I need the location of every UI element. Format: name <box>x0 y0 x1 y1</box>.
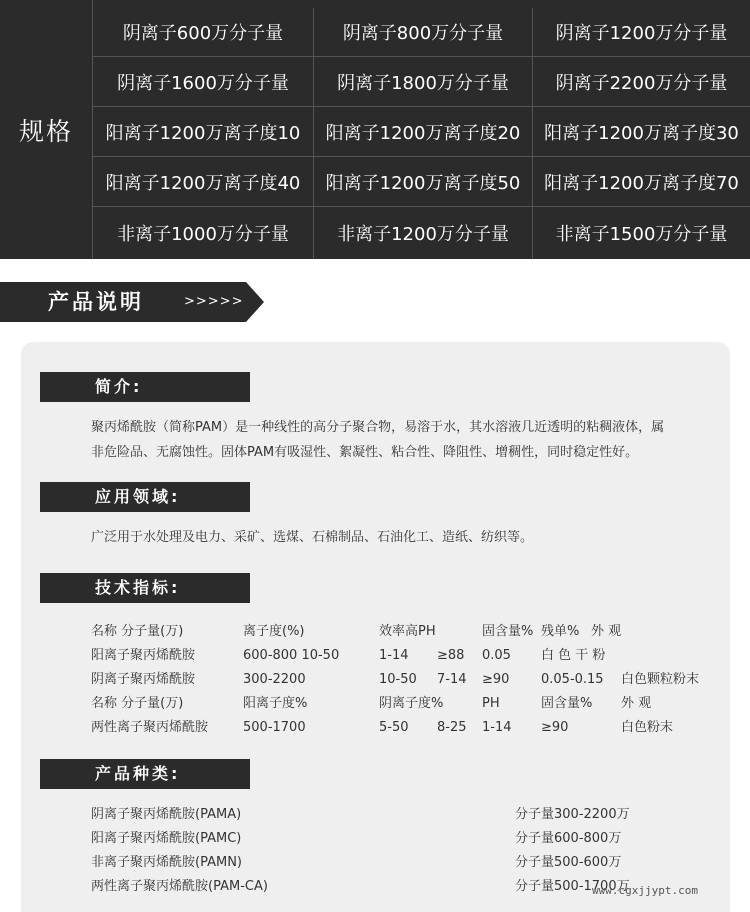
tech-cell: 阳离子度% <box>243 696 308 711</box>
banner-arrows: >>>>> <box>184 294 244 309</box>
spec-cell: 阳离子1200万离子度30 <box>544 122 739 144</box>
type-mw: 分子量500-1700万 <box>515 879 630 894</box>
spec-cell: 阴离子1600万分子量 <box>93 57 314 106</box>
tech-cell: 0.05-0.15 <box>541 672 604 687</box>
spec-row <box>93 8 750 56</box>
spec-cell: 非离子1000万分子量 <box>93 207 314 259</box>
type-mw: 分子量500-600万 <box>515 855 622 870</box>
spec-cell: 阳离子1200万离子度10 <box>93 107 314 156</box>
tech-cell: ≥88 <box>437 648 465 663</box>
tech-cell: 外 观 <box>621 696 652 711</box>
tech-cell: 白色颗粒粉末 <box>621 672 700 687</box>
product-description-banner <box>0 282 266 322</box>
tech-cell: 固含量% <box>482 624 534 639</box>
spec-row <box>93 207 750 259</box>
spec-table <box>0 0 750 259</box>
tech-cell: 1-14 <box>482 720 512 735</box>
tech-cell: 白色粉末 <box>621 720 674 735</box>
spec-cell: 阴离子1800万分子量 <box>314 57 533 106</box>
types-heading: 产品种类: <box>40 759 250 789</box>
type-name: 阳离子聚丙烯酰胺(PAMC) <box>91 831 242 846</box>
watermark: www.cgxjjypt.com <box>592 884 698 897</box>
tech-cell: 效率高PH <box>379 624 436 639</box>
intro-text <box>91 415 721 465</box>
spec-cell: 阴离子2200万分子量 <box>555 72 728 94</box>
tech-cell: 名称 分子量(万) <box>91 696 184 711</box>
tech-cell: 1-14 <box>379 648 409 663</box>
spec-cell: 阳离子1200万离子度40 <box>93 157 314 206</box>
tech-cell: 阴离子聚丙烯酰胺 <box>91 672 196 687</box>
type-name: 两性离子聚丙烯酰胺(PAM-CA) <box>91 879 268 894</box>
spec-cell: 阴离子1200万分子量 <box>555 23 728 44</box>
type-name: 非离子聚丙烯酰胺(PAMN) <box>91 855 242 870</box>
application-text: 广泛用于水处理及电力、采矿、选煤、石棉制品、石油化工、造纸、纺织等。 <box>91 530 534 545</box>
intro-line-1: 聚丙烯酰胺（简称PAM）是一种线性的高分子聚合物，易溶于水，其水溶液几近透明的粘稠液体，属 <box>91 420 665 435</box>
type-mw: 分子量300-2200万 <box>515 807 630 822</box>
tech-cell: 7-14 <box>437 672 467 687</box>
banner-title: 产品说明 <box>48 290 144 314</box>
type-mw: 分子量600-800万 <box>515 831 622 846</box>
tech-cell: 5-50 <box>379 720 409 735</box>
tech-cell: 0.05 <box>482 648 511 663</box>
tech-cell: PH <box>482 696 500 711</box>
tech-cell: 300-2200 <box>243 672 306 687</box>
spec-label: 规格 <box>18 116 73 146</box>
tech-cell: ≥90 <box>541 720 569 735</box>
tech-cell: 阳离子聚丙烯酰胺 <box>91 648 196 663</box>
spec-row <box>93 157 750 206</box>
spec-cell: 非离子1500万分子量 <box>555 224 728 245</box>
tech-heading: 技术指标: <box>40 573 250 603</box>
type-name: 阴离子聚丙烯酰胺(PAMA) <box>91 807 242 822</box>
tech-cell: 固含量% <box>541 696 593 711</box>
intro-line-2: 非危险品、无腐蚀性。固体PAM有吸湿性、絮凝性、粘合性、降阻性、增稠性，同时稳定性好。 <box>91 445 639 460</box>
tech-cell: 8-25 <box>437 720 467 735</box>
spec-row <box>93 57 750 106</box>
tech-cell: 10-50 <box>379 672 417 687</box>
spec-cell: 阴离子800万分子量 <box>314 8 533 56</box>
spec-cell: 阴离子600万分子量 <box>93 8 314 56</box>
spec-cell: 阳离子1200万离子度50 <box>314 157 533 206</box>
application-heading: 应用领域: <box>40 482 250 512</box>
tech-cell: 外 观 <box>591 624 622 639</box>
spec-cell: 阳离子1200万离子度70 <box>544 172 739 194</box>
spec-cell: 阳离子1200万离子度20 <box>314 107 533 156</box>
spec-row <box>93 107 750 156</box>
tech-cell: ≥90 <box>482 672 510 687</box>
tech-cell: 阴离子度% <box>379 696 444 711</box>
tech-cell: 离子度(%) <box>243 624 305 639</box>
tech-cell: 500-1700 <box>243 720 306 735</box>
spec-cell: 非离子1200万分子量 <box>314 207 533 259</box>
intro-heading: 简介: <box>40 372 250 402</box>
tech-cell: 两性离子聚丙烯酰胺 <box>91 720 209 735</box>
tech-cell: 名称 分子量(万) <box>91 624 184 639</box>
tech-cell: 残单% <box>541 624 580 639</box>
tech-cell: 白 色 干 粉 <box>541 648 606 663</box>
tech-cell: 600-800 10-50 <box>243 648 340 663</box>
